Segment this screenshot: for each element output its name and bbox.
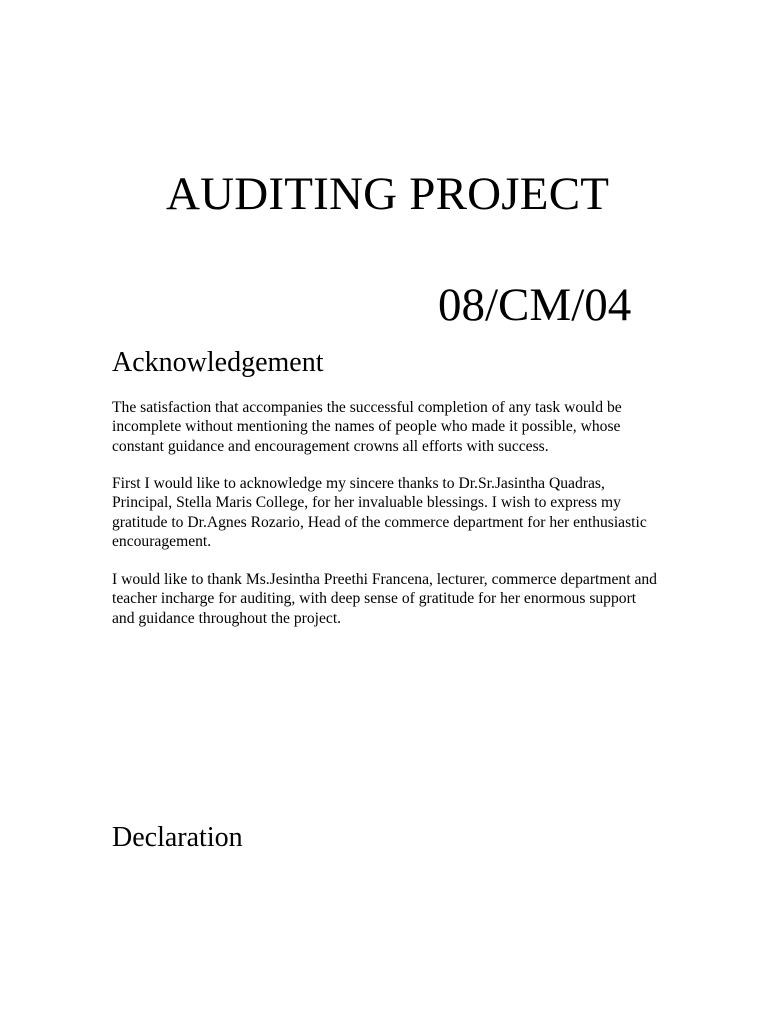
acknowledgement-paragraph-2: First I would like to acknowledge my sincere thanks to Dr.Sr.Jasintha Quadras, Principal, Stella Maris College, for her invaluable blessings. I wish to express my gratitude to Dr.Agnes Rozario, Head of the commerce department for her enthusiastic encouragement. (112, 475, 647, 551)
acknowledgement-heading: Acknowledgement (112, 347, 324, 378)
acknowledgement-paragraph-3: I would like to thank Ms.Jesintha Preethi Francena, lecturer, commerce department and teacher incharge for auditing, with deep sense of gratitude for her enormous support and guidance throughout the project. (112, 571, 657, 627)
document-title: AUDITING PROJECT (166, 168, 610, 220)
declaration-heading: Declaration (112, 822, 243, 853)
roll-number: 08/CM/04 (438, 279, 632, 331)
acknowledgement-paragraph-1: The satisfaction that accompanies the successful completion of any task would be incomplete without mentioning the names of people who made it possible, whose constant guidance and encouragement crowns all efforts with success. (112, 399, 622, 455)
